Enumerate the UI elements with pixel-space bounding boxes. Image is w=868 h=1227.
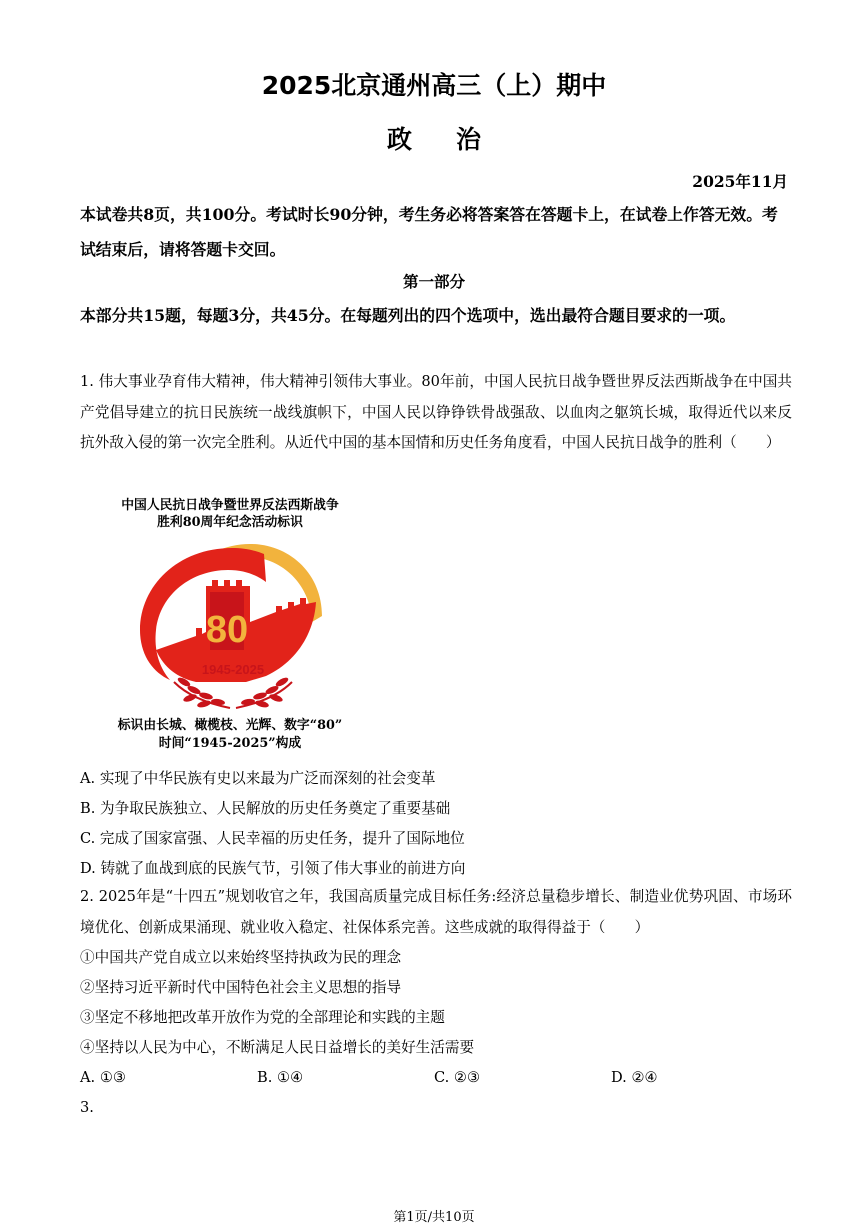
figure-caption-top-2: 胜利80周年纪念活动标识 — [157, 515, 303, 530]
question-1-option-a: A. 实现了中华民族有史以来最为广泛而深刻的社会变革 — [80, 770, 436, 787]
question-2-statement-2: ②坚持习近平新时代中国特色社会主义思想的指导 — [80, 979, 402, 996]
figure-caption-bottom-1: 标识由长城、橄榄枝、光辉、数字“80” — [117, 718, 343, 733]
commemoration-logo — [126, 530, 340, 712]
section-instructions: 本部分共15题，每题3分，共45分。在每题列出的四个选项中，选出最符合题目要求的一项。 — [80, 306, 736, 325]
section-title: 第一部分 — [402, 272, 465, 291]
logo-years: 1945-2025 — [201, 662, 265, 677]
question-2-option-b: B. ①④ — [257, 1069, 304, 1086]
figure-caption-bottom-2: 时间“1945-2025”构成 — [158, 736, 302, 751]
question-2-option-a: A. ①③ — [80, 1069, 126, 1086]
page-footer: 第1页/共10页 — [393, 1210, 475, 1225]
question-2-stem: 2. 2025年是“十四五”规划收官之年，我国高质量完成目标任务:经济总量稳步增长、制造业优势巩固、市场环境优化、创新成果涌现、就业收入稳定、社保体系完善。这些成就的取得得益于（ ） — [80, 888, 792, 936]
logo-number-80: 80 — [205, 609, 249, 651]
question-2-option-d: D. ②④ — [611, 1069, 658, 1086]
figure-caption-top-1: 中国人民抗日战争暨世界反法西斯战争 — [121, 498, 339, 513]
question-2-statement-3: ③坚定不移地把改革开放作为党的全部理论和实践的主题 — [80, 1009, 445, 1026]
exam-date: 2025年11月 — [692, 172, 788, 191]
question-1-stem: 1. 伟大事业孕育伟大精神，伟大精神引领伟大事业。80年前，中国人民抗日战争暨世界反法西斯战争在中国共产党倡导建立的抗日民族统一战线旗帜下，中国人民以铮铮铁骨战强敌、以血肉之躯筑长城，取得近代以来反抗外敌入侵的第一次完全胜利。从近代中国的基本国情和历史任务角度看，中国人民抗日战争的胜利（ ） — [80, 373, 792, 451]
exam-instructions: 本试卷共8页，共100分。考试时长90分钟，考生务必将答案答在答题卡上，在试卷上作答无效。考试结束后，请将答题卡交回。 — [80, 205, 778, 259]
question-1-option-b: B. 为争取民族独立、人民解放的历史任务奠定了重要基础 — [80, 800, 451, 817]
question-1-option-d: D. 铸就了血战到底的民族气节，引领了伟大事业的前进方向 — [80, 860, 466, 877]
question-1-option-c: C. 完成了国家富强、人民幸福的历史任务，提升了国际地位 — [80, 830, 465, 847]
question-2-statement-1: ①中国共产党自成立以来始终坚持执政为民的理念 — [80, 949, 402, 966]
question-2-statement-4: ④坚持以人民为中心，不断满足人民日益增长的美好生活需要 — [80, 1039, 475, 1056]
subject-title: 政治 — [386, 125, 525, 154]
page-title: 2025北京通州高三（上）期中 — [261, 71, 607, 100]
question-2-option-c: C. ②③ — [434, 1069, 481, 1086]
question-3-number: 3. — [80, 1099, 94, 1116]
